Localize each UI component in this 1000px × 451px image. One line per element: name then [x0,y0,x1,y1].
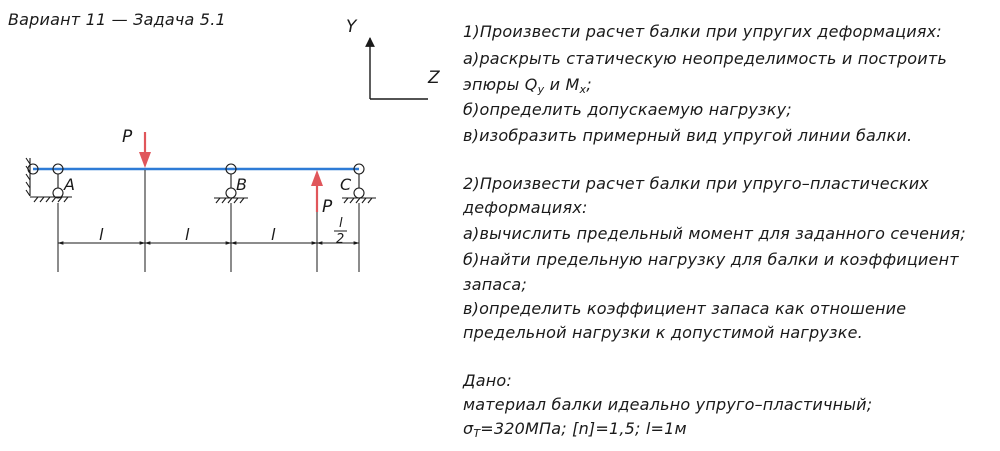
z-axis-label: Z [428,68,440,88]
task-p1a-end: ; [586,75,592,94]
dim-label-2: l [185,225,190,244]
dim-label-3: l [271,225,276,244]
support-b-label: B [236,175,247,194]
support-a-label: A [64,175,75,194]
task-p1a-text: эпюры Q [463,75,538,94]
task-p1: 1)Произвести расчет балки при упругих деформациях: [463,22,942,41]
task-p1b: б)определить допускаемую нагрузку; [463,100,792,119]
given-title: Дано: [463,371,512,390]
task-p1a-sub-y: y [537,83,545,96]
task-p1c: в)изобразить примерный вид упругой линии балки. [463,126,913,145]
task-p2-line2: деформациях: [463,198,588,217]
given-values: =320МПа; [n]=1,5; l=1м [480,419,687,438]
dim-label-4-numerator: l [339,216,343,231]
load-p-up-label: P [322,197,333,217]
load-p-down [139,132,151,168]
y-axis-label: Y [346,17,357,37]
given-line2 [463,419,687,440]
load-p-down-label: P [122,127,133,147]
support-c-label: C [340,175,352,194]
task-p2c-line2: предельной нагрузки к допустимой нагрузке. [463,323,863,342]
task-p1a-sub-x: x [579,83,587,96]
sigma-sub-t: T [473,427,481,440]
beam-diagram [0,0,460,451]
task-p1a-text-m: и M [544,75,580,94]
task-p2-line1: 2)Произвести расчет балки при упруго–пластических [463,174,929,193]
coordinate-axes [346,17,440,99]
task-p2b-line2: запаса; [463,275,527,294]
dim-label-4-denominator: 2 [336,232,345,247]
task-p1a-line1: а)раскрыть статическую неопределимость и построить [463,49,948,68]
task-p2c-line1: в)определить коэффициент запаса как отношение [463,299,907,318]
dim-label-1: l [99,225,104,244]
task-p2a: а)вычислить предельный момент для заданного сечения; [463,224,966,243]
variant-title: Вариант 11 — Задача 5.1 [8,10,226,29]
sigma-symbol: σ [463,419,474,438]
given-line1: материал балки идеально упруго–пластичный; [463,395,873,414]
task-p2b-line1: б)найти предельную нагрузку для балки и коэффициент [463,250,959,269]
task-p1a-line2 [463,75,592,96]
